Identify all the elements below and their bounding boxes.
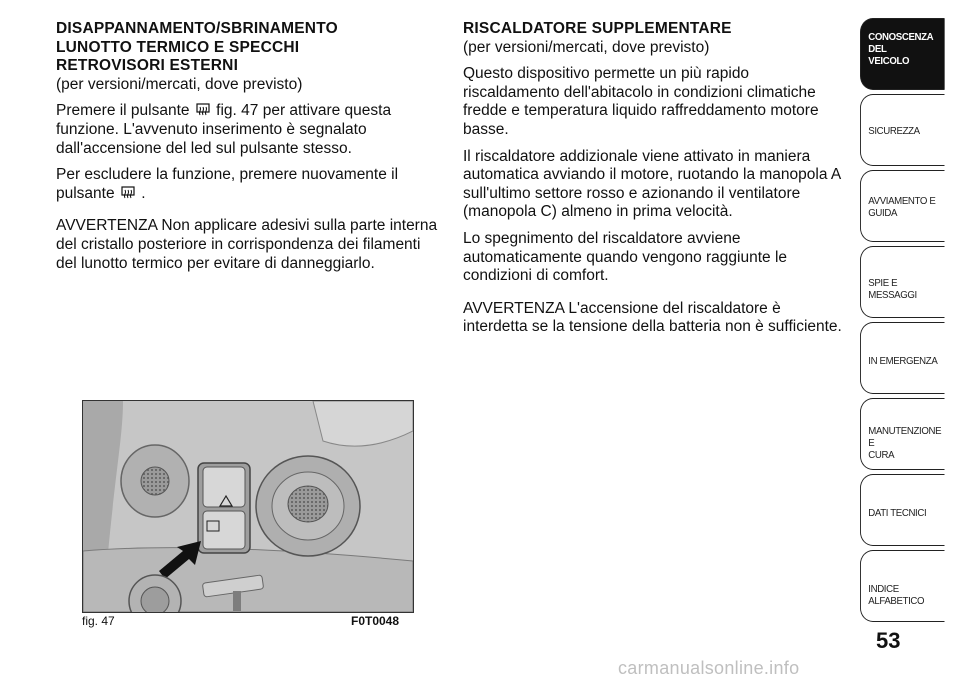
heading-line-1: DISAPPANNAMENTO/SBRINAMENTO [56,20,338,37]
p2-end: . [141,184,146,202]
heading-line-3: RETROVISORI ESTERNI [56,57,239,75]
right-paragraph-3: Lo spegnimento del riscaldatore avviene automaticamente quando vengono raggiunte le condizioni di comfort. [463,229,788,285]
tab-label-line-1: INDICE ALFABETICO [868,583,925,607]
right-paragraph-1: Questo dispositivo permette un più rapido riscaldamento dell'abitacolo in condizioni climatiche fredde e temperatura liquido raffreddamento motore basse. [463,65,819,138]
tab-label-line-2: VEICOLO [868,55,910,67]
left-paragraph-2 [56,166,441,203]
figure-caption: fig. 47 [82,614,115,628]
tab-dati-tecnici[interactable] [860,474,945,546]
watermark: carmanualsonline.info [618,658,800,678]
rear-defrost-icon [196,103,210,117]
right-heading: RISCALDATORE SUPPLEMENTARE [463,20,732,37]
p2-start: Per escludere la funzione, premere nuovamente il pulsante [56,166,399,202]
left-paragraph-1 [56,102,441,158]
p1-start: Premere il pulsante [56,102,190,120]
right-column [463,20,848,345]
tab-label-line-1: AVVIAMENTO E [868,195,936,207]
tab-avviamento-e-guida[interactable] [860,170,945,242]
tab-label-line-1: DATI TECNICI [868,507,927,519]
figure-47 [82,400,414,613]
rear-defrost-icon [121,186,135,200]
right-subtitle: (per versioni/mercati, dove previsto) [463,38,710,56]
tab-label-line-1: SPIE E MESSAGGI [868,277,917,301]
left-subtitle: (per versioni/mercati, dove previsto) [56,75,303,93]
tab-label-line-1: SICUREZZA [868,125,920,137]
page-number: 53 [876,628,901,653]
tab-manutenzione-e-cura[interactable] [860,398,945,470]
tab-spie-e-messaggi[interactable] [860,246,945,318]
left-column [56,20,441,281]
dashboard-illustration [83,401,413,612]
tab-indice-alfabetico[interactable] [860,550,945,622]
tab-conoscenza-del-veicolo[interactable] [860,18,945,90]
right-paragraph-2: Il riscaldatore addizionale viene attivato in maniera automatica avviando il motore, ruotando la manopola A sull'ultimo settore rosso e azionando il ventilatore (manopola C) almeno in prima velocità. [463,147,841,221]
tab-sicurezza[interactable] [860,94,945,166]
left-warning: AVVERTENZA Non applicare adesivi sulla parte interna del cristallo posteriore in corrispondenza dei filamenti del lunotto termico per evitare di danneggiarlo. [56,217,438,272]
tab-label-line-1: CONOSCENZA DEL [868,31,933,55]
heading-line-2: LUNOTTO TERMICO E SPECCHI [56,38,300,56]
tab-label-line-2: CURA [868,449,895,461]
tab-label-line-2: GUIDA [868,207,898,219]
tab-in-emergenza[interactable] [860,322,945,394]
p1-end: fig. 47 per attivare questa funzione. L'avvenuto inserimento è segnalato dall'accensione del led sul pulsante stesso. [56,102,392,157]
figure-code: F0T0048 [351,614,400,628]
right-warning: AVVERTENZA L'accensione del riscaldatore è interdetta se la tensione della batteria non è sufficiente. [463,299,842,336]
tab-label-line-1: IN EMERGENZA [868,355,938,367]
tab-label-line-1: MANUTENZIONE E [868,425,942,449]
